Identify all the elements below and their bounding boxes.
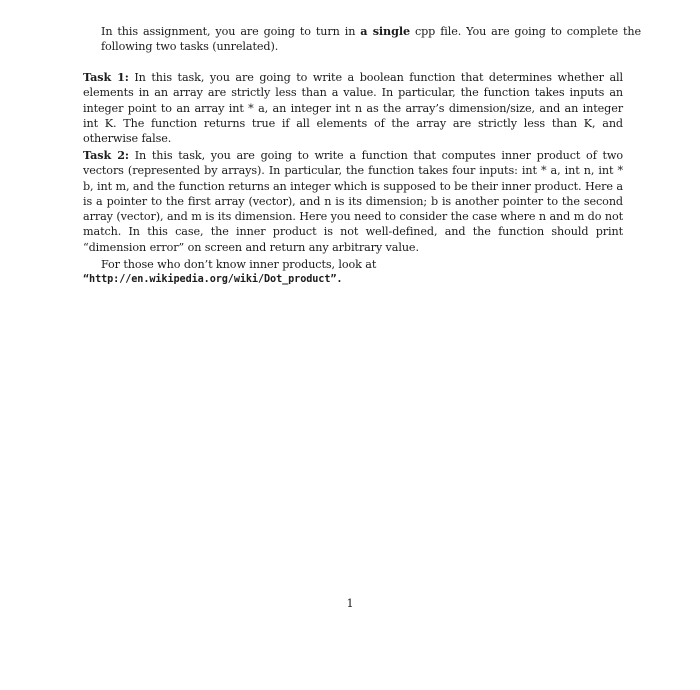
page-number: 1: [346, 597, 354, 610]
task1-paragraph: [83, 70, 623, 146]
task2-label: Task 2:: [83, 148, 129, 162]
note-paragraph: [83, 257, 623, 288]
intro-paragraph: [83, 24, 641, 55]
task2-text: In this task, you are going to write a function that computes inner product of two vectors (represented by arrays). In particular, the function takes four inputs: int * a, int n, int * b, int m, and the function returns an integer which is supposed to be their inner product. Here a is a pointer to the first array (vector), and n is its dimension; b is another pointer to the second array (vector), and m is its dimension. Here you need to consider the case where n and m do not match. In this case, the inner product is not well-defined, and the function should print “dimension error” on screen and return any arbitrary value.: [83, 149, 623, 254]
wikipedia-link: “http://en.wikipedia.org/wiki/Dot_product”.: [83, 274, 343, 286]
note-text: For those who don’t know inner products, look at: [101, 258, 377, 271]
intro-text-after: cpp file. You are going to complete the following two tasks (unrelated).: [101, 25, 641, 54]
intro-text-before: In this assignment, you are going to turn in: [101, 25, 356, 38]
task2-paragraph: [83, 148, 623, 255]
task1-text: In this task, you are going to write a boolean function that determines whether all elements in an array are strictly less than a value. In particular, the function takes inputs an integer point to an array int * a, an integer int n as the array’s dimension/size, and an integer int K. The function returns true if all elements of the array are strictly less than K, and otherwise false.: [83, 71, 623, 146]
task1-label: Task 1:: [83, 70, 129, 84]
intro-emphasis: a single: [360, 24, 410, 38]
